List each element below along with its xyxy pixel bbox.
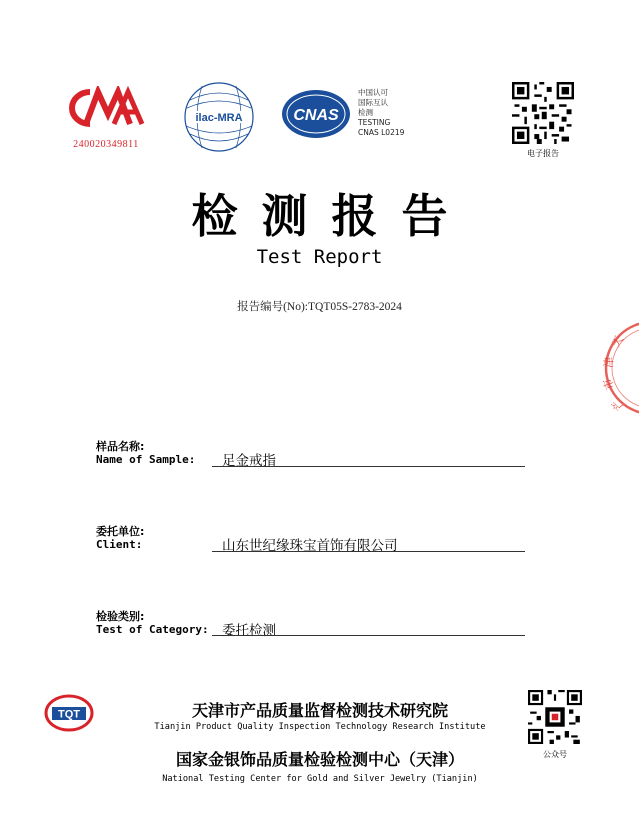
client-underline [212, 551, 525, 552]
client-value: 山东世纪缘珠宝首饰有限公司 [222, 538, 398, 554]
testing-center-name-chinese: 国家金银饰品质量检验检测中心（天津） [175, 750, 464, 769]
institute-name-english: Tianjin Product Quality Inspection Technology Research Institute [154, 722, 486, 732]
client-label: 委托单位: Client: [96, 525, 145, 551]
institute-name-chinese: 天津市产品质量监督检测技术研究院 [191, 701, 448, 720]
tqt-logo [44, 694, 94, 732]
test-category-label: 检验类别: Test of Category: [96, 610, 209, 636]
ilac-mra-logo [182, 80, 256, 154]
official-seal-stamp [600, 318, 639, 418]
qr-label-electronic-report: 电子报告 [527, 149, 559, 158]
cnas-logo [280, 88, 352, 140]
test-category-underline [212, 635, 525, 636]
electronic-report-qr-icon [512, 82, 574, 144]
svg-text:ilac-MRA: ilac-MRA [195, 112, 243, 124]
sample-name-underline [212, 466, 525, 467]
testing-center-name-english: National Testing Center for Gold and Silver Jewelry (Tianjin) [162, 774, 478, 784]
report-title-english: Test Report [256, 246, 383, 268]
svg-text:产: 产 [609, 396, 627, 414]
public-account-qr-icon [528, 690, 582, 744]
test-category-value: 委托检测 [222, 623, 276, 639]
cma-logo [64, 86, 146, 130]
svg-text:CNAS: CNAS [293, 107, 339, 124]
sample-name-label: 样品名称: Name of Sample: [96, 440, 196, 466]
svg-text:市: 市 [600, 376, 617, 392]
report-title-chinese: 检测报告 [191, 189, 472, 243]
cnas-accreditation-text: 中国认可 国际互认 检测 TESTING CNAS L0219 [358, 88, 405, 137]
svg-text:津: 津 [602, 356, 616, 369]
sample-name-value: 足金戒指 [222, 453, 276, 469]
svg-text:天: 天 [609, 333, 627, 350]
svg-text:TQT: TQT [58, 708, 80, 721]
qr-label-public-account: 公众号 [543, 750, 567, 759]
report-number: 报告编号(No):TQT05S-2783-2024 [237, 301, 402, 313]
cma-number: 240020349811 [73, 139, 139, 150]
